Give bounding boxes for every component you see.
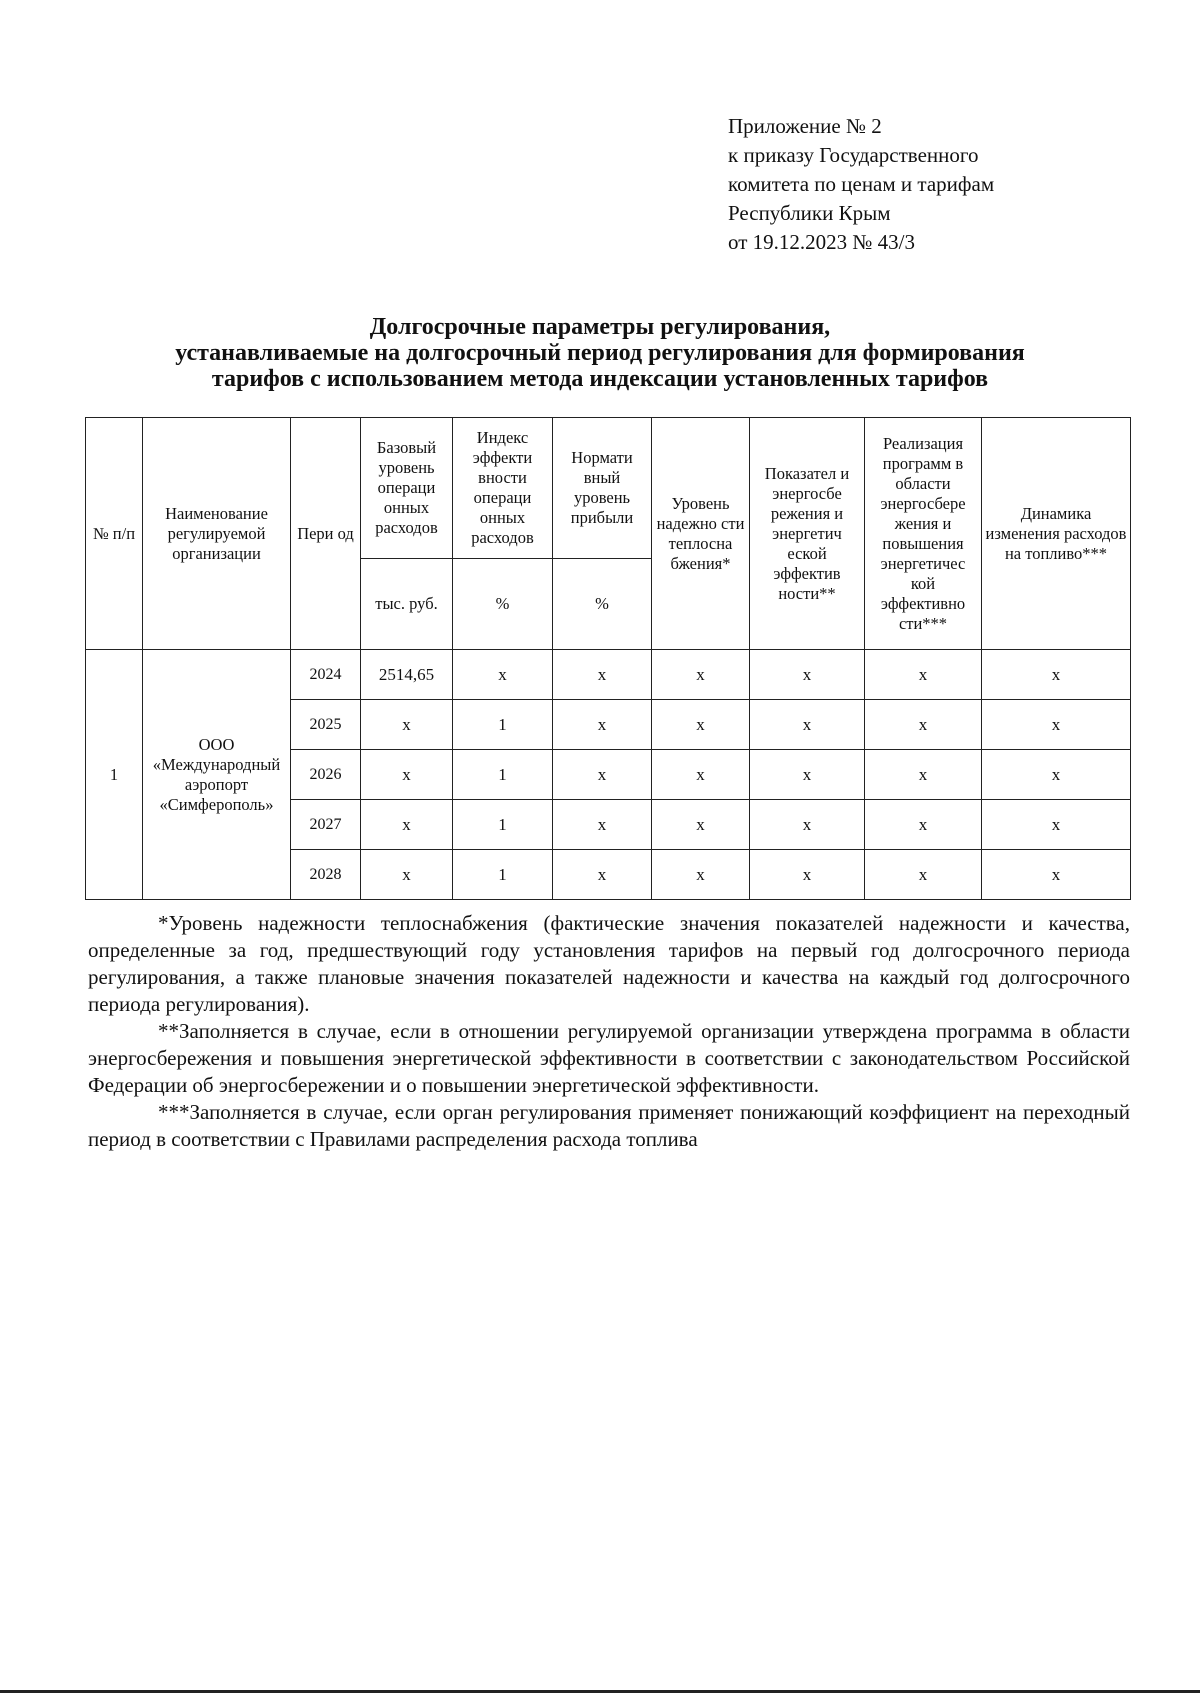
footnote-energy-saving: **Заполняется в случае, если в отношении регулируемой организации утверждена программа в области энергосбережения и повышения энергетической эффективности в соответствии с законодательством Российской Федерации об энергосбережении и о повышении энергетической эффективности. xyxy=(88,1019,1130,1097)
profit-cell: x xyxy=(553,750,652,800)
unit-profit: % xyxy=(553,559,652,650)
profit-cell: x xyxy=(553,700,652,750)
header-row xyxy=(86,418,1131,559)
footnotes xyxy=(88,910,1130,1153)
title-line-1: Долгосрочные параметры регулирования, xyxy=(369,314,831,340)
fuel-cell: x xyxy=(982,650,1131,700)
table-row xyxy=(86,650,1131,700)
base-cell: x xyxy=(361,850,453,900)
header-reliability: Уровень надежно сти теплосна бжения* xyxy=(652,418,750,650)
base-cell: x xyxy=(361,800,453,850)
programs-cell: x xyxy=(865,800,982,850)
programs-cell: x xyxy=(865,650,982,700)
page-bottom-divider xyxy=(0,1690,1200,1693)
document-title xyxy=(60,314,1140,392)
reliability-cell: x xyxy=(652,750,750,800)
appendix-line-2: к приказу Государственного xyxy=(728,143,979,167)
energy-cell: x xyxy=(750,650,865,700)
org-name: ООО «Международный аэропорт «Симферополь» xyxy=(143,650,291,900)
header-period: Пери од xyxy=(291,418,361,650)
programs-cell: x xyxy=(865,700,982,750)
profit-cell: x xyxy=(553,800,652,850)
appendix-block xyxy=(728,112,994,257)
programs-cell: x xyxy=(865,850,982,900)
programs-cell: x xyxy=(865,750,982,800)
reliability-cell: x xyxy=(652,800,750,850)
header-normative-profit: Нормати вный уровень прибыли xyxy=(553,418,652,559)
parameters-table xyxy=(85,417,1131,900)
header-fuel-dynamics: Динамика изменения расходов на топливо*** xyxy=(982,418,1131,650)
index-cell: 1 xyxy=(453,850,553,900)
base-cell: x xyxy=(361,750,453,800)
footnote-fuel: ***Заполняется в случае, если орган регулирования применяет понижающий коэффициент на переходный период в соответствии с Правилами распределения расхода топлива xyxy=(88,1100,1130,1151)
energy-cell: x xyxy=(750,700,865,750)
index-cell: x xyxy=(453,650,553,700)
base-cell: 2514,65 xyxy=(361,650,453,700)
year-cell: 2024 xyxy=(291,650,361,700)
unit-base: тыс. руб. xyxy=(361,559,453,650)
profit-cell: x xyxy=(553,850,652,900)
year-cell: 2025 xyxy=(291,700,361,750)
appendix-line-1: Приложение № 2 xyxy=(728,114,882,138)
index-cell: 1 xyxy=(453,800,553,850)
header-num: № п/п xyxy=(86,418,143,650)
energy-cell: x xyxy=(750,800,865,850)
header-org-name: Наименование регулируемой организации xyxy=(143,418,291,650)
year-cell: 2026 xyxy=(291,750,361,800)
energy-cell: x xyxy=(750,750,865,800)
reliability-cell: x xyxy=(652,700,750,750)
year-cell: 2028 xyxy=(291,850,361,900)
appendix-line-5: от 19.12.2023 № 43/3 xyxy=(728,230,916,254)
index-cell: 1 xyxy=(453,750,553,800)
energy-cell: x xyxy=(750,850,865,900)
profit-cell: x xyxy=(553,650,652,700)
title-line-2: устанавливаемые на долгосрочный период регулирования для формирования xyxy=(175,340,1025,366)
appendix-line-3: комитета по ценам и тарифам xyxy=(728,172,995,196)
index-cell: 1 xyxy=(453,700,553,750)
footnote-reliability: *Уровень надежности теплоснабжения (фактические значения показателей надежности и качества, определенные за год, предшествующий году установления тарифов на первый год долгосрочного периода регулирования, а также плановые значения показателей надежности и качества на каждый год долгосрочного периода регулирования). xyxy=(88,911,1130,1016)
fuel-cell: x xyxy=(982,800,1131,850)
reliability-cell: x xyxy=(652,850,750,900)
fuel-cell: x xyxy=(982,700,1131,750)
title-line-3: тарифов с использованием метода индексации установленных тарифов xyxy=(211,366,989,392)
year-cell: 2027 xyxy=(291,800,361,850)
fuel-cell: x xyxy=(982,750,1131,800)
unit-index: % xyxy=(453,559,553,650)
appendix-line-4: Республики Крым xyxy=(728,201,891,225)
header-energy-saving: Показател и энергосбе режения и энергетич еской эффектив ности** xyxy=(750,418,865,650)
header-programs: Реализация программ в области энергосбере жения и повышения энергетичес кой эффективно сти*** xyxy=(865,418,982,650)
fuel-cell: x xyxy=(982,850,1131,900)
row-number: 1 xyxy=(86,650,143,900)
header-efficiency-index: Индекс эффекти вности операци онных расходов xyxy=(453,418,553,559)
header-base-opex: Базовый уровень операци онных расходов xyxy=(361,418,453,559)
reliability-cell: x xyxy=(652,650,750,700)
base-cell: x xyxy=(361,700,453,750)
